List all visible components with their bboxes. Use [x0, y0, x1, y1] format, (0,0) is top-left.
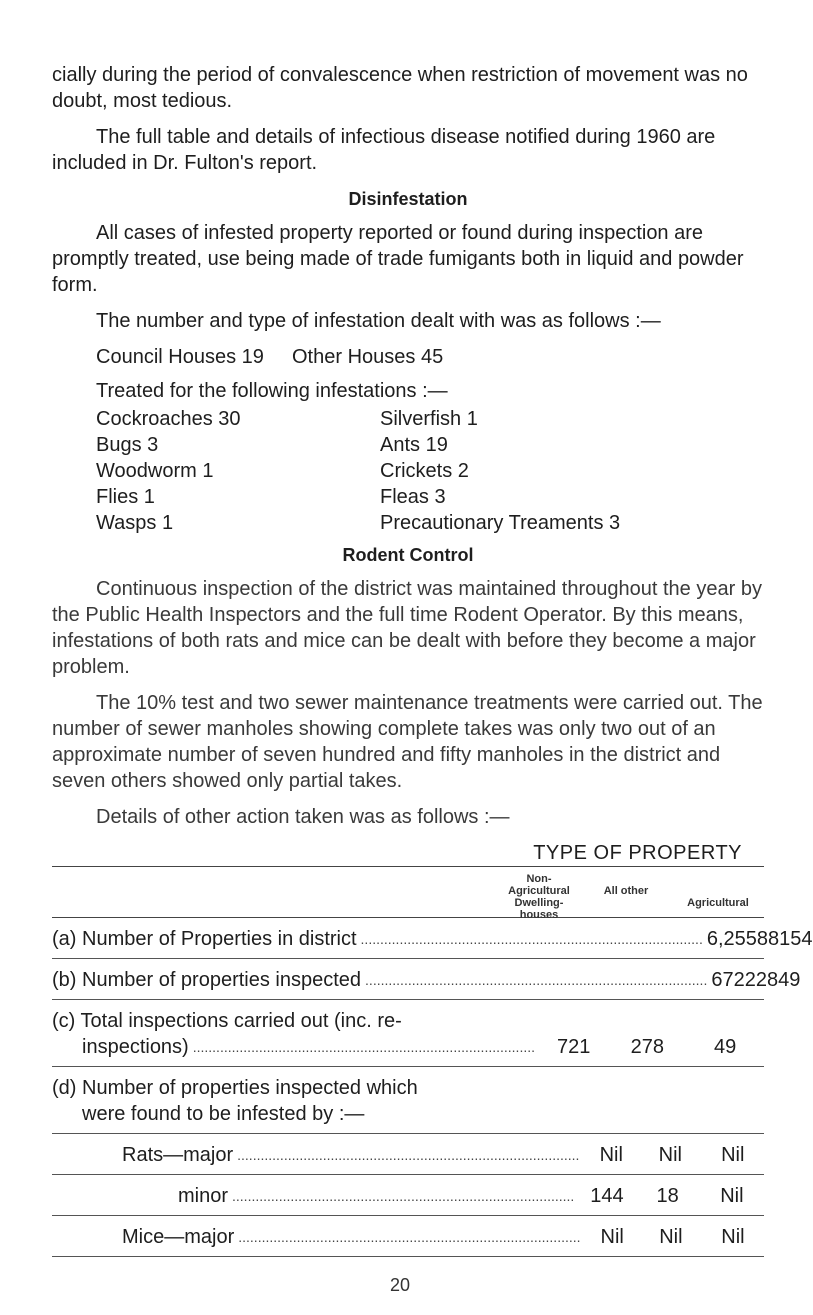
other-houses-count: Other Houses 45 — [292, 346, 444, 368]
infestation-item: Woodworm 1 — [96, 460, 214, 482]
table-row — [52, 1216, 764, 1257]
row-label: (b) Number of properties inspected — [52, 969, 362, 991]
paragraph-infectious-report: The full table and details of infectious disease notified during 1960 are included in Dr. Fulton's report. — [52, 126, 716, 174]
row-label: (d) Number of properties inspected which — [52, 1077, 418, 1099]
paragraph-sewer-test: The 10% test and two sewer maintenance treatments were carried out. The number of sewer manholes showing complete takes was only two out of an approximate number of seven hundred and fifty manholes in the district and seven others showed only partial takes. — [52, 692, 763, 792]
leader-dots: ........................................................................................ — [360, 931, 703, 947]
row-label-continued: inspections) — [82, 1036, 189, 1058]
paragraph-infestation-intro: The number and type of infestation dealt with was as follows :— — [96, 310, 661, 332]
cell: Nil — [721, 1144, 745, 1166]
property-table — [52, 866, 813, 1257]
cell: Nil — [658, 1144, 682, 1166]
infestation-item: Silverfish 1 — [380, 408, 478, 430]
row-label: (c) Total inspections carried out (inc. re- — [52, 1010, 402, 1032]
paragraph-continuous-inspection: Continuous inspection of the district was maintained throughout the year by the Public Health Inspectors and the full time Rodent Operator. By this means, infestations of both rats and mice can be dealt with before they become a major problem. — [52, 578, 762, 678]
leader-dots: ........................................................................................ — [365, 972, 708, 988]
table-header — [52, 867, 764, 921]
infestation-item: Fleas 3 — [380, 486, 446, 508]
document-page — [52, 62, 813, 1257]
table-row — [52, 1067, 764, 1134]
cell: 6,255 — [706, 928, 757, 950]
cell: 144 — [590, 1185, 624, 1207]
paragraph-convalescence: cially during the period of convalescence when restriction of movement was no doubt, most tedious. — [52, 64, 748, 112]
table-title: TYPE OF PROPERTY — [533, 842, 742, 864]
header-agricultural: Agricultural — [687, 897, 749, 909]
cell: 721 — [557, 1036, 591, 1058]
leader-dots: ........................................................................................ — [237, 1147, 580, 1163]
infestation-item: Precautionary Treaments 3 — [380, 512, 621, 534]
row-label: Rats—major — [122, 1144, 234, 1166]
paragraph-infested-property: All cases of infested property reported or found during inspection are promptly treated, use being made of trade fumigants both in liquid and powder form. — [52, 222, 744, 296]
table-row — [52, 918, 813, 959]
houses-counts — [96, 344, 764, 370]
leader-dots: ........................................................................................ — [192, 1039, 536, 1055]
header-non-agricultural: Non-Agricultural Dwelling-houses — [508, 873, 570, 921]
cell: 49 — [778, 969, 801, 991]
paragraph-details-intro: Details of other action taken was as follows :— — [96, 806, 510, 828]
header-all-other: All other — [603, 885, 649, 897]
row-label: minor — [178, 1185, 229, 1207]
cell: 49 — [713, 1036, 737, 1058]
infestation-item: Crickets 2 — [380, 460, 469, 482]
cell: 672 — [711, 969, 745, 991]
infestation-item: Wasps 1 — [96, 512, 174, 534]
cell: Nil — [721, 1226, 745, 1248]
table-row — [52, 1175, 764, 1216]
cell: Nil — [600, 1226, 624, 1248]
infestation-item: Ants 19 — [380, 434, 448, 456]
infestation-list — [96, 406, 764, 536]
row-label: Mice—major — [122, 1226, 235, 1248]
treated-intro: Treated for the following infestations :— — [96, 380, 448, 402]
table-row — [52, 1134, 764, 1175]
leader-dots: ........................................................................................ — [238, 1229, 581, 1245]
row-label-continued: were found to be infested by :— — [82, 1103, 365, 1125]
council-houses-count: Council Houses 19 — [96, 346, 264, 368]
leader-dots: ........................................................................................ — [232, 1188, 575, 1204]
heading-rodent-control: Rodent Control — [342, 545, 474, 565]
table-row — [52, 959, 801, 1000]
cell: 54 — [790, 928, 813, 950]
row-label: (a) Number of Properties in district — [52, 928, 357, 950]
infestation-item: Bugs 3 — [96, 434, 159, 456]
cell: 881 — [756, 928, 791, 950]
cell: Nil — [599, 1144, 623, 1166]
infestation-item: Cockroaches 30 — [96, 408, 241, 430]
cell: 18 — [656, 1185, 679, 1207]
cell: Nil — [720, 1185, 744, 1207]
heading-disinfestation: Disinfestation — [348, 189, 468, 209]
page-number: 20 — [389, 1275, 411, 1295]
table-row — [52, 1000, 764, 1067]
infestation-item: Flies 1 — [96, 486, 155, 508]
cell: Nil — [659, 1226, 683, 1248]
cell: 228 — [744, 969, 779, 991]
cell: 278 — [630, 1036, 664, 1058]
